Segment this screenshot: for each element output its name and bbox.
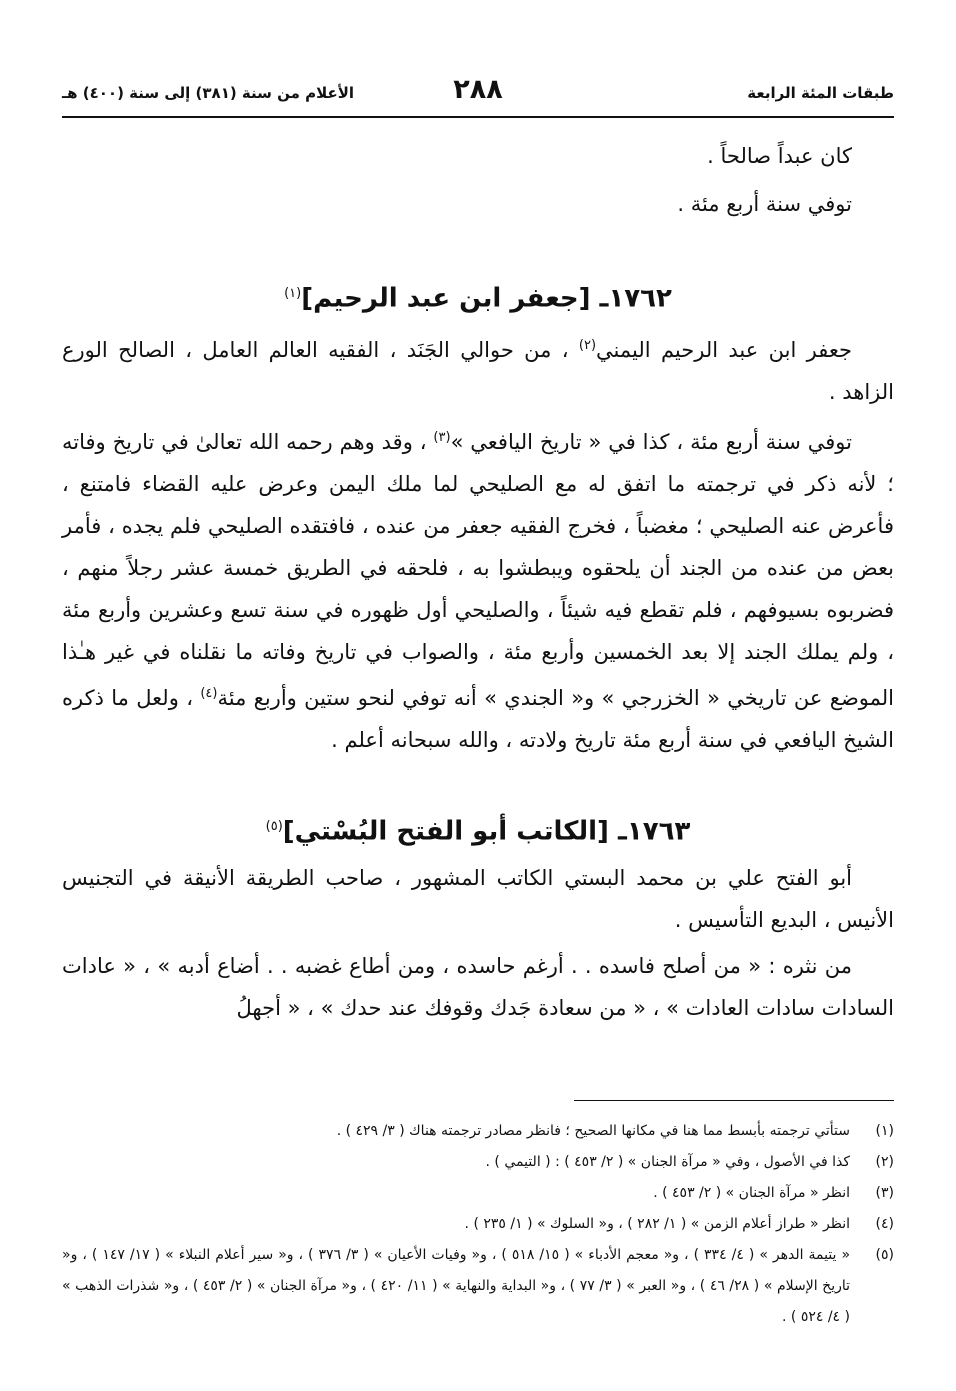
footnote-number: (٤) (875, 1216, 894, 1232)
footnote (62, 1209, 894, 1240)
entry-1762-p1-a: جعفر ابن عبد الرحيم اليمني (596, 337, 852, 362)
page-number: ٢٨٨ (453, 74, 503, 105)
entry-1762-p2-a: توفي سنة أربع مئة ، كذا في « تاريخ اليافعي » (450, 429, 853, 454)
entry-1763-title-text: ١٧٦٣ـ [الكاتب أبو الفتح البُسْتي] (282, 816, 691, 847)
entry-1762-title (62, 274, 894, 319)
footnote-ref-4: (٤) (200, 685, 218, 701)
footnote-number: (٣) (875, 1185, 894, 1201)
entry-1762-paragraph-2 (62, 417, 894, 761)
entry-1763-paragraph-2: من نثره : « من أصلح فاسده . . أرغم حاسده ، ومن أطاع غضبه . . أضاع أدبه » ، « عادات السادات سادات العادات » ، « من سعادة جَدك وقوفك عند حدك » ، « أجهلُ (62, 954, 894, 1021)
intro-line-1: كان عبداً صالحاً . (707, 144, 852, 168)
entry-1762-p2-c: ، ولعل ما ذكره الشيخ اليافعي في سنة أربع مئة تاريخ ولادته ، والله سبحانه أعلم . (62, 685, 894, 752)
running-header (62, 76, 894, 118)
footnotes (62, 1116, 894, 1333)
intro-line-2: توفي سنة أربع مئة . (677, 192, 852, 216)
entry-1762-p2-b: ، وقد وهم رحمه الله تعالىٰ في تاريخ وفاته ؛ لأنه ذكر في ترجمته ما اتفق له مع الصليحي لما ملك اليمن وعرض عليه القضاء فامتنع ، فأعرض عنه الصليحي ؛ مغضباً ، فخرج الفقيه جعفر من عنده ، فافتقده الصليحي فلم يجده ، فأمر بعض من عنده من الجند أن يلحقوه ويبطشوا به ، فلحقه في الطريق خمسة عشر رجلاً منهم ، فضربوه بسيوفهم ، فلم تقطع فيه شيئاً ، والصليحي أول ظهوره في سنة تسع وعشرين وأربع مئة ، ولم يملك الجند إلا بعد الخمسين وأربع مئة ، والصواب في تاريخ وفاته ما نقلناه في غير هـٰذا الموضع عن تاريخي « الخزرجي » و« الجندي » أنه توفي لنحو ستين وأربع مئة (62, 429, 894, 710)
footnote (62, 1178, 894, 1209)
header-range-title: الأعلام من سنة (٣٨١) إلى سنة (٤٠٠) هـ (62, 84, 355, 102)
footnote-number: (١) (875, 1123, 894, 1139)
footnote-text: انظر « طراز أعلام الزمن » ( ١/ ٢٨٢ ) ، و« السلوك » ( ١/ ٢٣٥ ) . (464, 1216, 850, 1232)
footnote-number: (٥) (875, 1247, 894, 1263)
entry-1763-title (62, 807, 894, 852)
footnote-ref-3: (٣) (433, 429, 451, 445)
footnote-ref-5: (٥) (265, 818, 283, 834)
entry-1763-paragraph-1: أبو الفتح علي بن محمد البستي الكاتب المشهور ، صاحب الطريقة الأنيقة في التجنيس الأنيس ، البديع التأسيس . (62, 866, 894, 933)
footnote-number: (٢) (875, 1154, 894, 1170)
main-text (62, 132, 894, 1033)
entry-1762-paragraph-1 (62, 325, 894, 413)
entry-1762-p1-b: ، من حوالي الجَنَد ، الفقيه العالم العامل ، الصالح الورع الزاهد . (62, 337, 894, 404)
footnote-text: كذا في الأصول ، وفي « مرآة الجنان » ( ٢/ ٤٥٣ ) : ( التيمي ) . (485, 1154, 850, 1170)
footnote (62, 1116, 894, 1147)
footnote (62, 1240, 894, 1333)
footnote (62, 1147, 894, 1178)
footnote-text: انظر « مرآة الجنان » ( ٢/ ٤٥٣ ) . (653, 1185, 850, 1201)
footnote-separator (574, 1100, 894, 1101)
header-section-title: طبقات المئة الرابعة (747, 84, 894, 102)
footnote-ref-2: (٢) (578, 337, 597, 353)
entry-1762-title-text: ١٧٦٢ـ [جعفر ابن عبد الرحيم] (301, 283, 672, 314)
footnote-ref-1: (١) (284, 286, 302, 301)
footnote-text: ستأتي ترجمته بأبسط مما هنا في مكانها الصحيح ؛ فانظر مصادر ترجمته هناك ( ٣/ ٤٢٩ ) . (336, 1123, 850, 1139)
footnote-text: « يتيمة الدهر » ( ٤/ ٣٣٤ ) ، و« معجم الأدباء » ( ١٥/ ٥١٨ ) ، و« وفيات الأعيان » ( ٣/ ٣٧٦ ) ، و« سير أعلام النبلاء » ( ١٧/ ١٤٧ ) ، و« تاريخ الإسلام » ( ٢٨/ ٤٦ ) ، و« العبر » ( ٣/ ٧٧ ) ، و« البداية والنهاية » ( ١١/ ٤٢٠ ) ، و« مرآة الجنان » ( ٢/ ٤٥٣ ) ، و« شذرات الذهب » ( ٤/ ٥٢٤ ) . (62, 1247, 851, 1325)
